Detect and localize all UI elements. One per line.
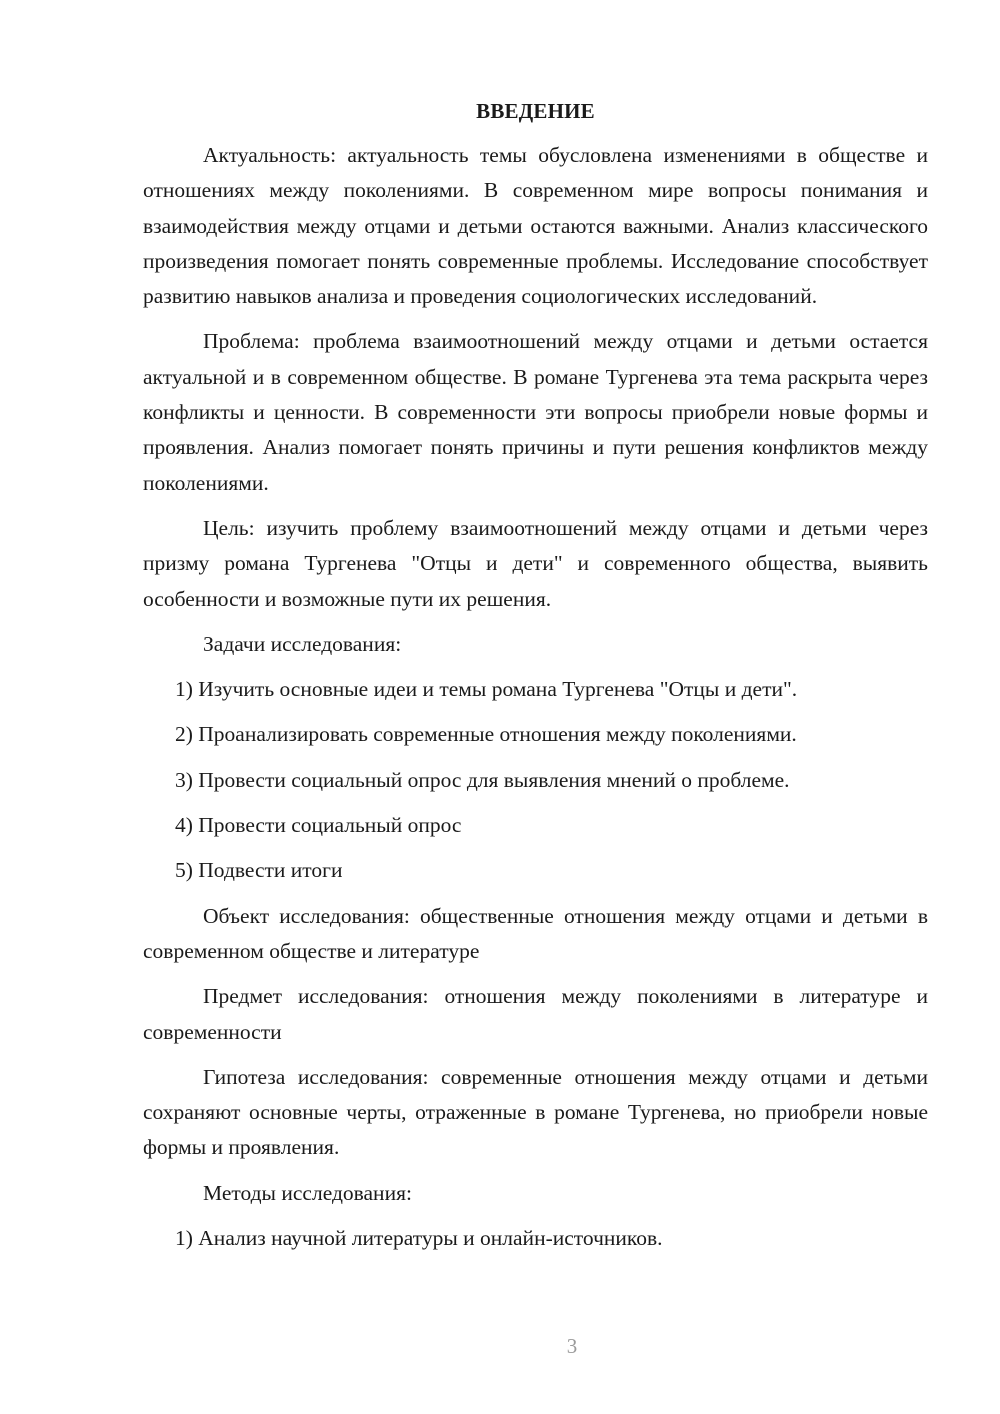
goal-paragraph: Цель: изучить проблему взаимоотношений между отцами и детьми через призму романа Тургенева "Отцы и дети" и современного общества, выявить особенности и возможные пути их решения.	[143, 515, 928, 611]
task-item: 3) Провести социальный опрос для выявления мнений о проблеме.	[175, 767, 790, 792]
task-item: 5) Подвести итоги	[175, 858, 343, 883]
tasks-label: Задачи исследования:	[203, 631, 402, 656]
methods-label: Методы исследования:	[203, 1180, 412, 1205]
page-number: 3	[566, 1334, 578, 1358]
section-heading: ВВЕДЕНИЕ	[476, 99, 595, 123]
object-paragraph: Объект исследования: общественные отношения между отцами и детьми в современном обществе и литературе	[143, 903, 928, 963]
task-item: 2) Проанализировать современные отношения между поколениями.	[175, 722, 797, 747]
page-content	[143, 96, 928, 1266]
subject-paragraph: Предмет исследования: отношения между поколениями в литературе и современности	[143, 984, 928, 1044]
hypothesis-paragraph: Гипотеза исследования: современные отношения между отцами и детьми сохраняют основные черты, отраженные в романе Тургенева, но приобрели новые формы и проявления.	[143, 1064, 928, 1160]
task-item: 1) Изучить основные идеи и темы романа Тургенева "Отцы и дети".	[175, 677, 798, 702]
relevance-paragraph: Актуальность: актуальность темы обусловлена изменениями в обществе и отношениях между поколениями. В современном мире вопросы понимания и взаимодействия между отцами и детьми остаются важными. Анализ классического произведения помогает понять современные проблемы. Исследование способствует развитию навыков анализа и проведения социологических исследований.	[143, 143, 928, 309]
method-item: 1) Анализ научной литературы и онлайн-источников.	[175, 1226, 663, 1251]
problem-paragraph: Проблема: проблема взаимоотношений между отцами и детьми остается актуальной и в современном обществе. В романе Тургенева эта тема раскрыта через конфликты и ценности. В современности эти вопросы приобрели новые формы и проявления. Анализ помогает понять причины и пути решения конфликтов между поколениями.	[143, 329, 928, 495]
task-item: 4) Провести социальный опрос	[175, 813, 462, 838]
